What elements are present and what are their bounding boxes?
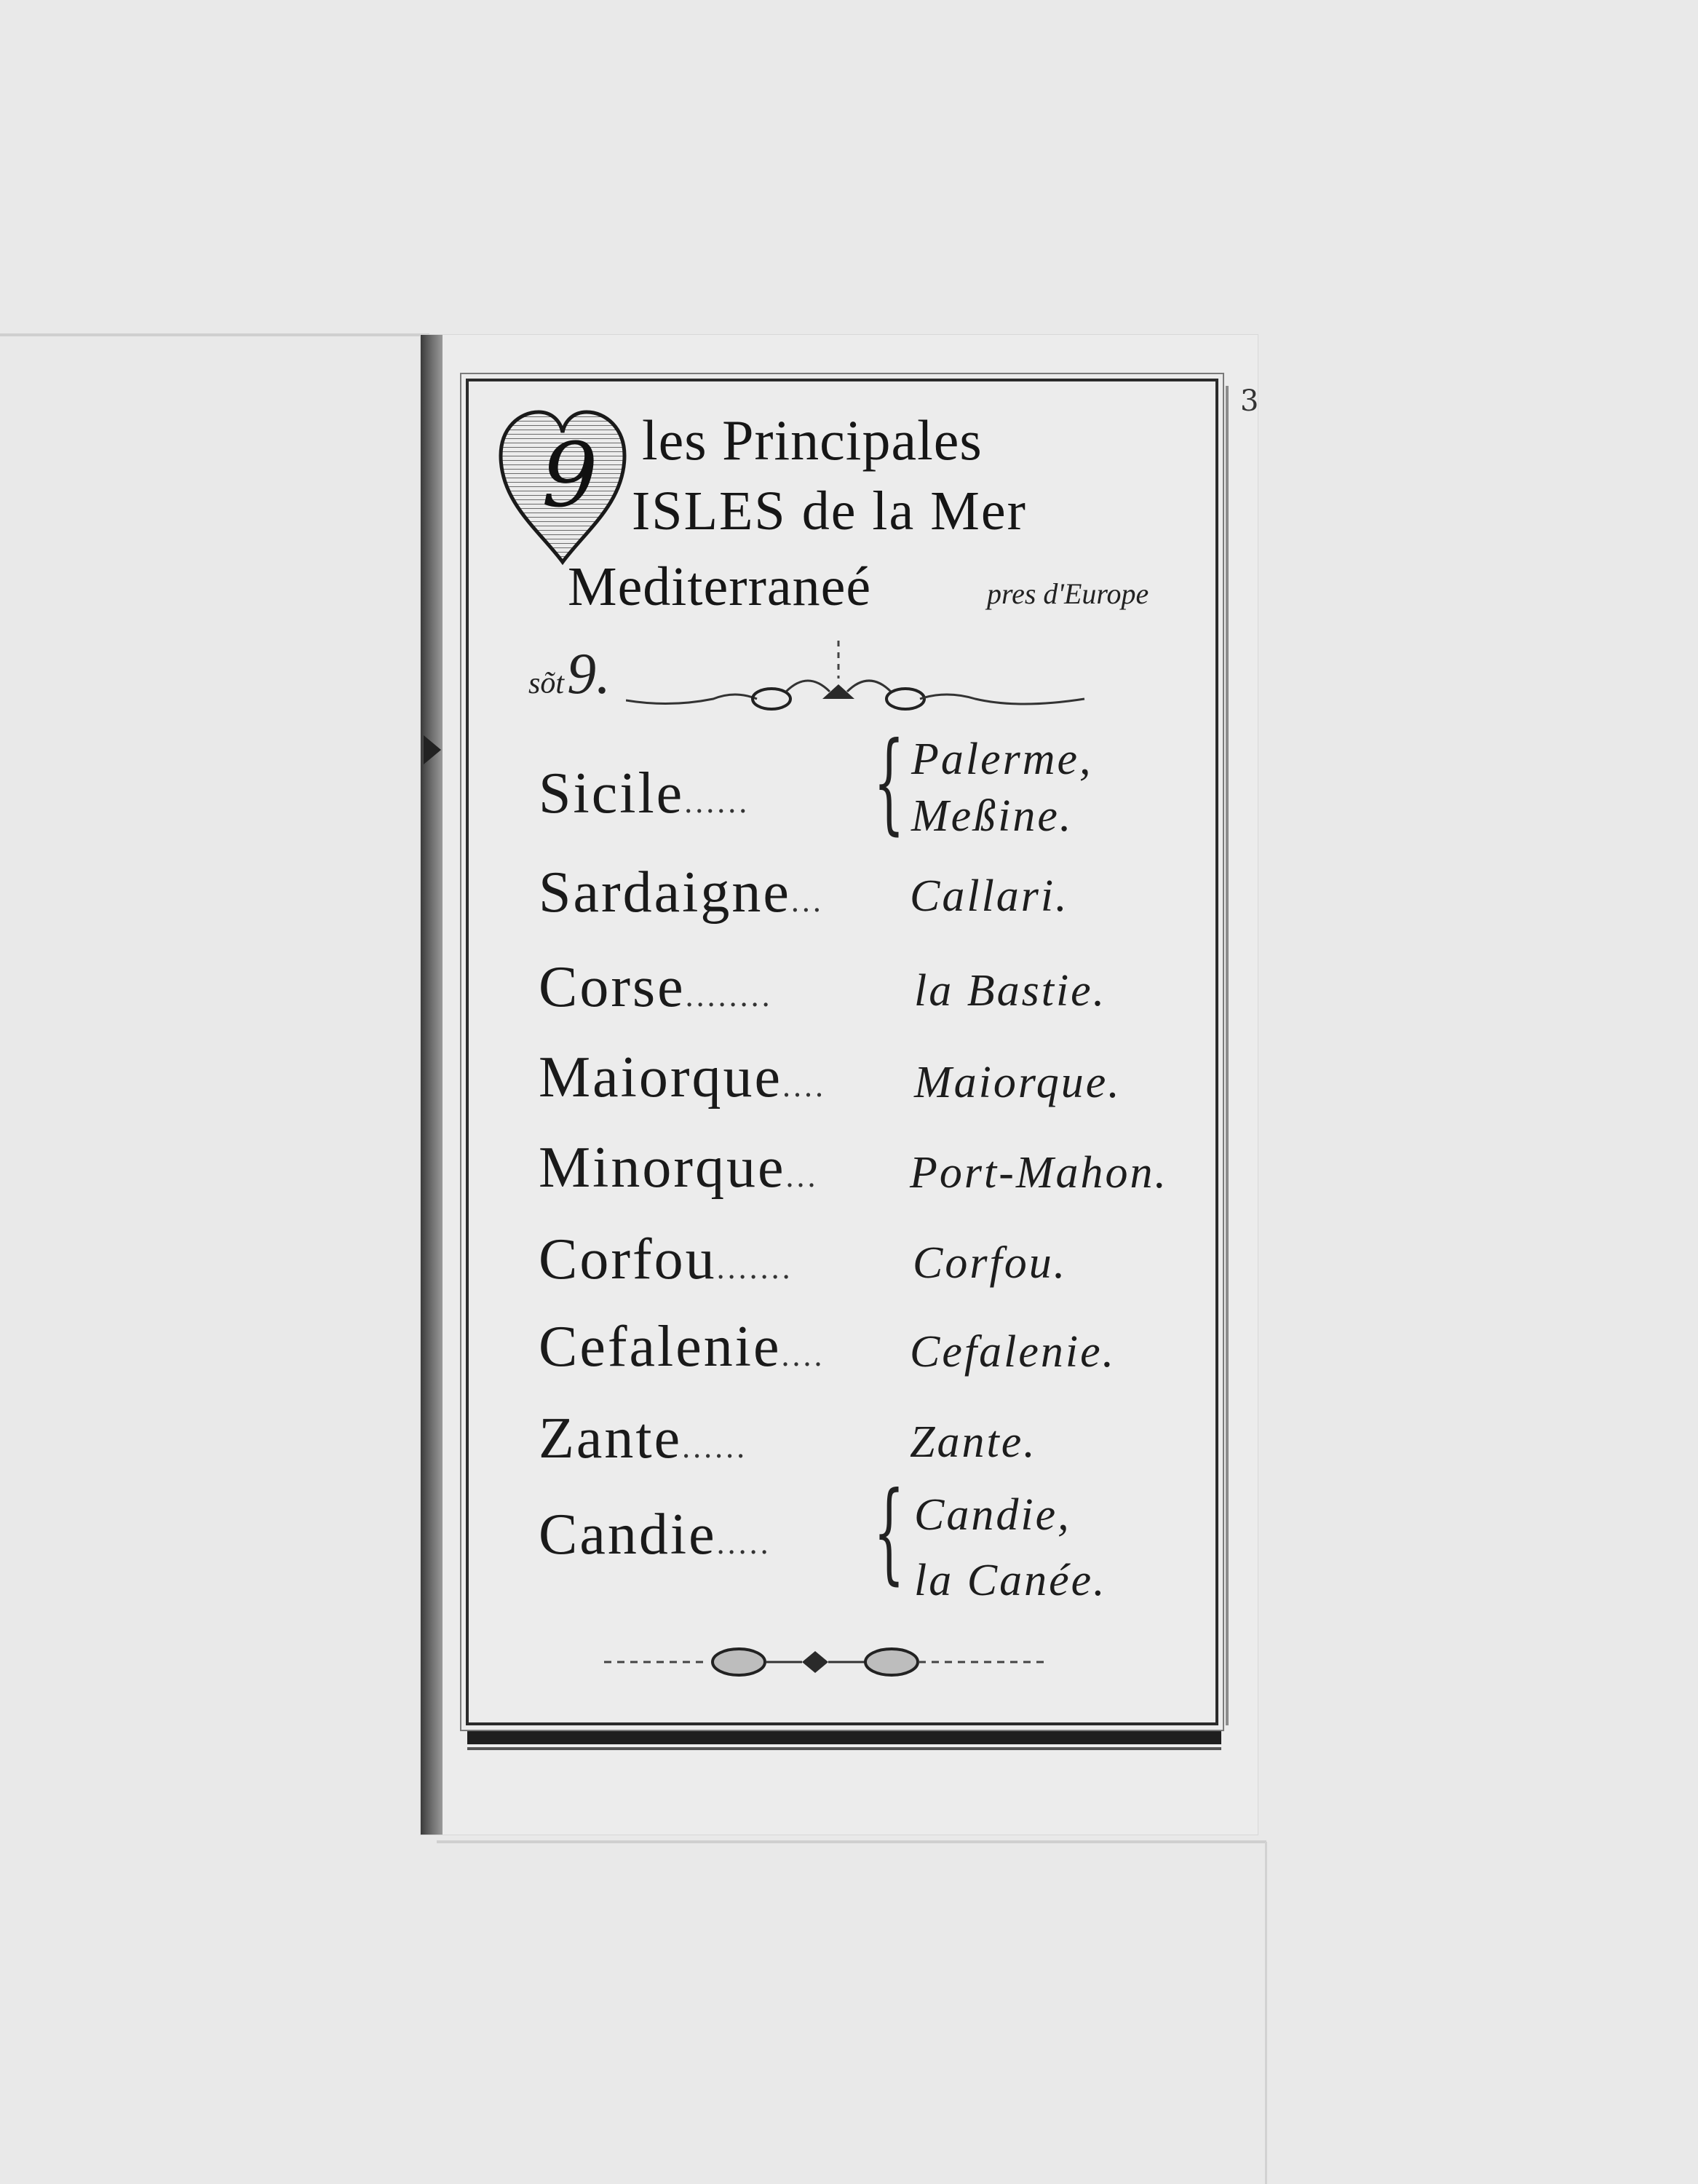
island-row-zante (539, 1406, 748, 1471)
island-row-sicile (539, 761, 750, 826)
flourish-ornament-bottom (597, 1637, 1063, 1688)
edge-mark: 3 (1240, 384, 1259, 418)
leader-dots: ...... (684, 784, 750, 820)
island-name: Corse (539, 955, 686, 1019)
title-line-3: Mediterraneé (568, 556, 872, 617)
island-row-minorque (539, 1136, 819, 1200)
leader-dots: ........ (685, 978, 773, 1013)
city-name: Corfou. (913, 1238, 1068, 1288)
leader-dots: .... (781, 1337, 825, 1373)
city-name: la Bastie. (914, 966, 1107, 1016)
leader-dots: ..... (716, 1525, 771, 1561)
island-name: Maiorque (539, 1045, 783, 1109)
island-row-corse (539, 955, 773, 1019)
mount-edge-top (0, 333, 429, 336)
city-name: Palerme, (911, 735, 1093, 784)
island-name: Candie (539, 1503, 717, 1567)
island-row-sardaigne (539, 860, 824, 925)
title-line-1: les Principales (642, 408, 983, 472)
city-name: Meßine. (911, 791, 1074, 841)
city-name: Candie, (914, 1490, 1071, 1540)
leader-dots: ...... (682, 1429, 748, 1465)
island-row-cefalenie (539, 1315, 825, 1379)
island-name: Sardaigne (539, 860, 791, 925)
mount-edge-right (1265, 1842, 1267, 2184)
count-label: sõt (528, 667, 565, 700)
island-name: Sicile (539, 761, 685, 826)
title-line-2: ISLES de la Mer (632, 480, 1027, 542)
island-row-corfou (539, 1227, 793, 1291)
city-name: la Canée. (914, 1556, 1107, 1605)
island-name: Zante (539, 1406, 683, 1471)
count-line (528, 642, 611, 706)
city-name: Maiorque. (914, 1058, 1122, 1107)
mount-edge-bottom (437, 1840, 1266, 1843)
title-subtitle: pres d'Europe (987, 577, 1149, 610)
leader-dots: ... (790, 883, 824, 919)
frame-side-rule (1226, 386, 1229, 1725)
card-number: 9 (541, 424, 598, 527)
island-name: Corfou (539, 1227, 717, 1291)
city-name: Port-Mahon. (910, 1148, 1169, 1198)
city-name: Zante. (910, 1417, 1037, 1467)
flourish-ornament-top (626, 641, 1092, 721)
island-name: Minorque (539, 1136, 786, 1200)
city-name: Cefalenie. (910, 1327, 1116, 1377)
frame-bottom-rule-thin (467, 1747, 1221, 1750)
city-name: Callari. (910, 871, 1069, 921)
leader-dots: ... (785, 1158, 819, 1194)
frame-bottom-rule (467, 1731, 1221, 1744)
brace-mark: { (873, 719, 905, 846)
leader-dots: ....... (716, 1250, 793, 1286)
island-name: Cefalenie (539, 1315, 782, 1379)
leader-dots: .... (782, 1068, 827, 1104)
brace-mark: { (873, 1469, 905, 1596)
island-row-maiorque (539, 1045, 827, 1109)
island-row-candie (539, 1503, 771, 1567)
count-value: 9. (567, 642, 611, 706)
card-binding-edge (421, 335, 443, 1835)
